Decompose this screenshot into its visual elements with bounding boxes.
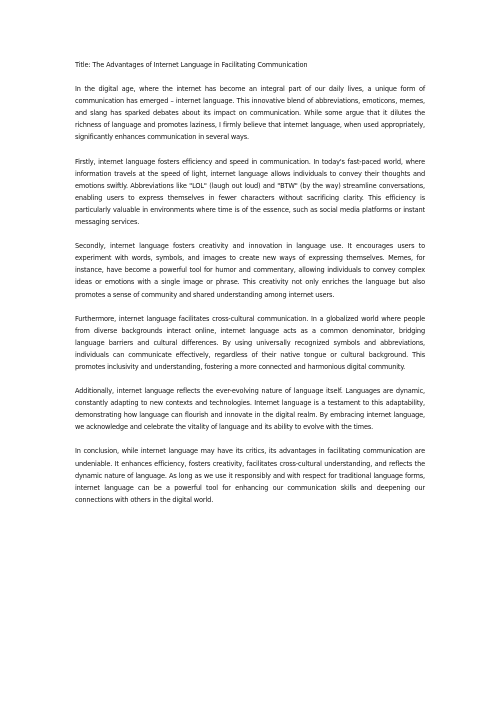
paragraph-creativity: Secondly, internet language fosters creativity and innovation in language use. It encourages users to experiment with words, symbols, and images to create new ways of expressing themselves. Memes, for instance, have become a powerful tool for humor and commentary, allowing individuals to convey complex ideas or emotions with a single image or phrase. This creativity not only enriches the language but also promotes a sense of community and shared understanding among internet users. [75, 242, 425, 299]
paragraph-cross-cultural: Furthermore, internet language facilitates cross-cultural communication. In a globalized world where people from diverse backgrounds interact online, internet language acts as a common denominator, bridging language barriers and cultural differences. By using universally recognized symbols and abbreviations, individuals can communicate effectively, regardless of their native tongue or cultural background. This promotes inclusivity and understanding, fostering a more connected and harmonious digital community. [75, 314, 425, 371]
paragraph-introduction: In the digital age, where the internet has become an integral part of our daily lives, a unique form of communication has emerged – internet language. This innovative blend of abbreviations, emoticons, memes, and slang has sparked debates about its impact on communication. While some argue that it dilutes the richness of language and promotes laziness, I firmly believe that internet language, when used appropriately, significantly enhances communication in several ways. [75, 85, 425, 142]
paragraph-efficiency: Firstly, internet language fosters efficiency and speed in communication. In today's fast-paced world, where information travels at the speed of light, internet language allows individuals to convey their thoughts and emotions swiftly. Abbreviations like "LOL" (laugh out loud) and "BTW" (by the way) streamline conversations, enabling users to express themselves in fewer characters without sacrificing clarity. This efficiency is particularly valuable in environments where time is of the essence, such as social media platforms or instant messaging services. [75, 157, 425, 227]
paragraph-conclusion: In conclusion, while internet language may have its critics, its advantages in facilitating communication are undeniable. It enhances efficiency, fosters creativity, facilitates cross-cultural understanding, and reflects the dynamic nature of language. As long as we use it responsibly and with respect for traditional language forms, internet language can be a powerful tool for enhancing our communication skills and deepening our connections with others in the digital world. [75, 447, 425, 504]
document-page [75, 59, 425, 518]
document-title: Title: The Advantages of Internet Language in Facilitating Communication [75, 61, 308, 69]
paragraph-evolution: Additionally, internet language reflects the ever-evolving nature of language itself. Languages are dynamic, constantly adapting to new contexts and technologies. Internet language is a testament to this adaptability, demonstrating how language can flourish and innovate in the digital realm. By embracing internet language, we acknowledge and celebrate the vitality of language and its ability to evolve with the times. [75, 387, 425, 432]
